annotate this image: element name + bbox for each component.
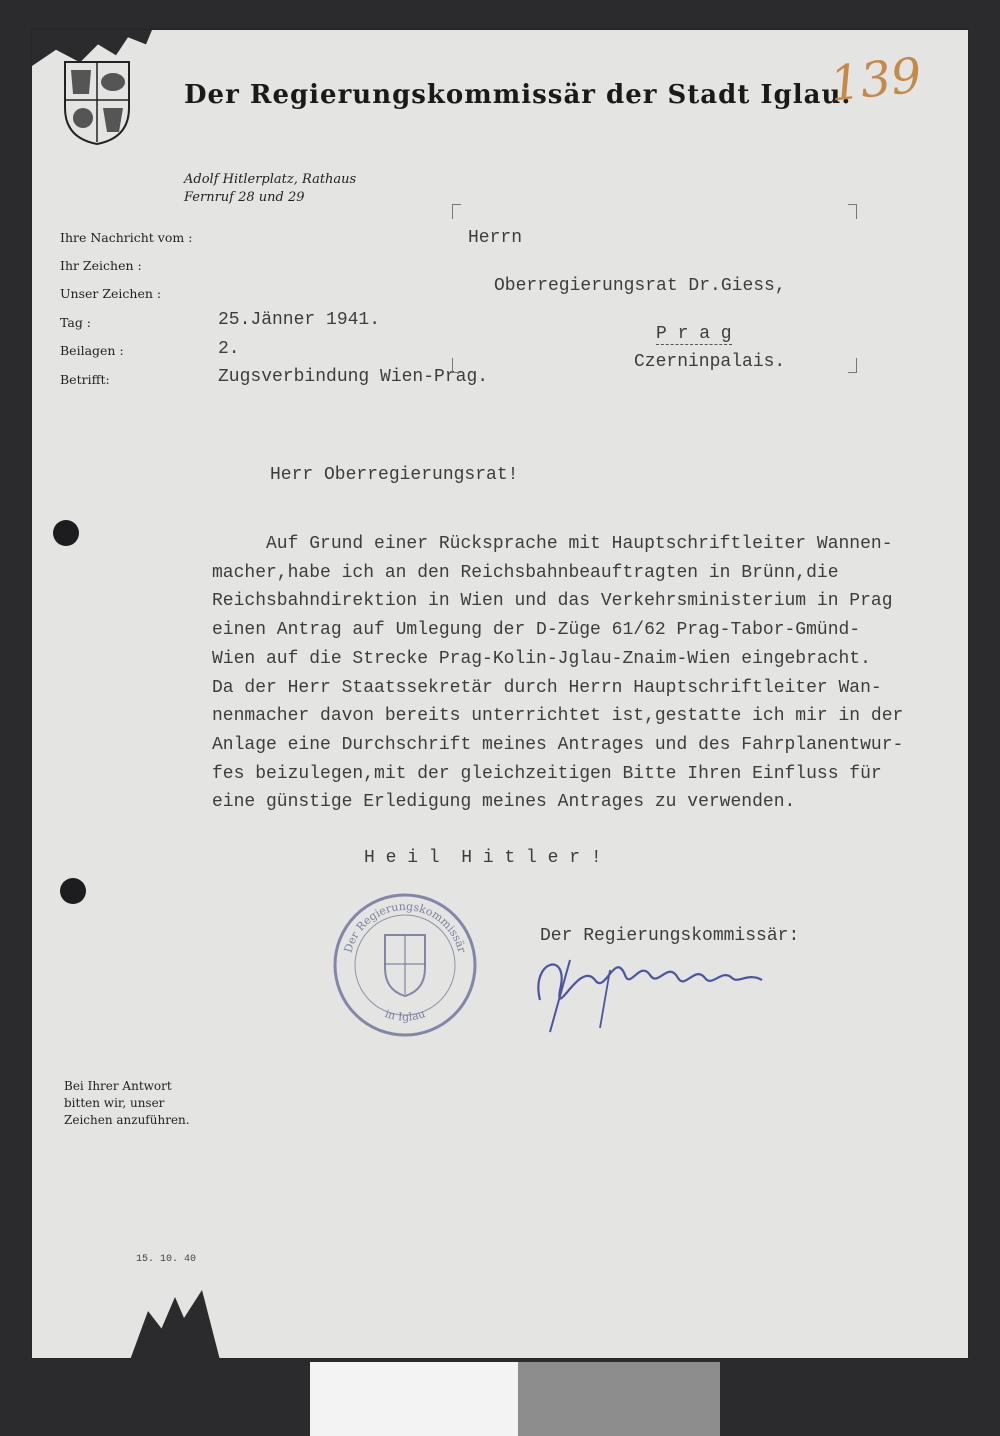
letterhead-title: Der Regierungskommissär der Stadt Iglau. bbox=[184, 80, 852, 110]
coat-of-arms-icon bbox=[63, 60, 131, 146]
stamp-text-top: Der Regierungskommissär bbox=[341, 899, 469, 955]
svg-text:in Iglau bbox=[383, 1007, 427, 1024]
window-corner-bl bbox=[452, 358, 461, 373]
footer-note: Bei Ihrer Antwort bitten wir, unser Zeichen anzuführen. bbox=[64, 1079, 190, 1127]
official-stamp bbox=[330, 890, 480, 1040]
value-enclosures: 2. bbox=[218, 339, 240, 359]
recipient-city: P r a g bbox=[656, 324, 732, 344]
label-subject: Betrifft: bbox=[60, 372, 110, 387]
window-corner-br bbox=[848, 358, 857, 373]
letter-closing: H e i l H i t l e r ! bbox=[364, 848, 602, 868]
label-your-ref: Ihr Zeichen : bbox=[60, 258, 142, 273]
letter-body: Auf Grund einer Rücksprache mit Hauptschriftleiter Wannen- macher,habe ich an den Reichsbahnbeauftragten in Brünn,die Reichsbahndirektion in Wien und das Verkehrsministerium in Prag einen Antrag auf Umlegung der D-Züge 61/62 Prag-Tabor-Gmünd- Wien auf die Strecke Prag-Kolin-Jglau-Znaim-Wien eingebracht. Da der Herr Staatssekretär durch Herrn Hauptschriftleiter Wan- nenmacher davon bereits unterrichtet ist,gestatte ich mir in der Anlage eine Durchschrift meines Antrages und des Fahrplanentwur- fes beizulegen,mit der gleichzeitigen Bitte Ihren Einfluss für eine günstige Erledigung meines Antrages zu verwenden. bbox=[212, 534, 904, 813]
color-strip-gray bbox=[518, 1362, 720, 1436]
punch-hole-top bbox=[53, 520, 79, 546]
office-address: Adolf Hitlerplatz, Rathaus bbox=[184, 172, 357, 187]
form-code: 15. 10. 40 bbox=[136, 1254, 197, 1265]
color-strip-white bbox=[310, 1362, 518, 1436]
recipient-salutation: Herrn bbox=[468, 228, 523, 248]
label-day: Tag : bbox=[60, 315, 92, 330]
stamp-text-bottom: in Iglau bbox=[383, 1007, 427, 1024]
folio-number: 139 bbox=[827, 47, 925, 113]
recipient-name: Oberregierungsrat Dr.Giess, bbox=[494, 276, 786, 296]
signatory-title: Der Regierungskommissär: bbox=[540, 926, 800, 946]
value-day: 25.Jänner 1941. bbox=[218, 310, 381, 330]
office-phone: Fernruf 28 und 29 bbox=[184, 190, 305, 205]
punch-hole-bottom bbox=[60, 878, 86, 904]
value-subject: Zugsverbindung Wien-Prag. bbox=[218, 367, 489, 387]
label-our-ref: Unser Zeichen : bbox=[60, 286, 162, 301]
handwritten-signature bbox=[500, 920, 780, 1040]
window-corner-tr bbox=[848, 204, 857, 219]
letter-greeting: Herr Oberregierungsrat! bbox=[270, 465, 519, 485]
recipient-building: Czerninpalais. bbox=[634, 352, 786, 372]
label-your-message: Ihre Nachricht vom : bbox=[60, 230, 193, 245]
label-enclosures: Beilagen : bbox=[60, 343, 124, 358]
window-corner-tl bbox=[452, 204, 461, 219]
